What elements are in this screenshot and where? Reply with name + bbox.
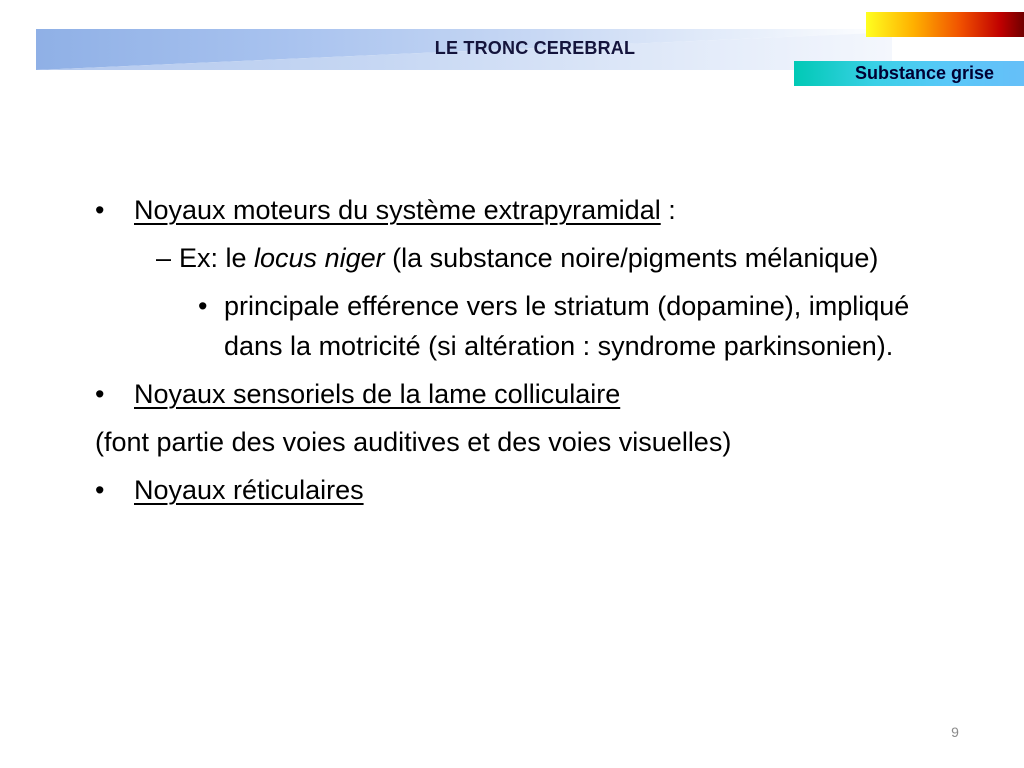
note-text xyxy=(95,422,975,462)
sub-item-italic: locus niger xyxy=(254,243,385,273)
subsub-item-efference xyxy=(95,286,975,366)
bullet-item-motor-nuclei xyxy=(95,190,975,230)
bullet-marker: • xyxy=(95,475,105,505)
note-text-content: (font partie des voies auditives et des voies visuelles) xyxy=(95,427,732,457)
sub-item-locus-niger xyxy=(95,238,975,278)
bullet-text: Noyaux réticulaires xyxy=(134,475,364,505)
bullet-marker: • xyxy=(198,291,208,321)
corner-gradient-bar xyxy=(866,12,1024,37)
sub-item-rest: (la substance noire/pigments mélanique) xyxy=(384,243,879,273)
slide-content xyxy=(95,190,975,518)
bullet-marker: • xyxy=(95,379,105,409)
dash-marker: – xyxy=(156,243,172,273)
subsub-item-text: principale efférence vers le striatum (dopamine), impliqué dans la motricité (si altération : syndrome parkinsonien). xyxy=(224,291,910,361)
bullet-item-reticular-nuclei xyxy=(95,470,975,510)
bullet-text: Noyaux sensoriels de la lame colliculaire xyxy=(134,379,621,409)
bullet-text: Noyaux moteurs du système extrapyramidal xyxy=(134,195,661,225)
bullet-suffix: : xyxy=(660,195,676,225)
bullet-item-sensory-nuclei xyxy=(95,374,975,414)
slide-subtitle: Substance grise xyxy=(854,63,994,83)
page-number: 9 xyxy=(951,724,959,740)
sub-item-prefix: Ex: le xyxy=(179,243,255,273)
bullet-marker: • xyxy=(95,195,105,225)
slide-title: LE TRONC CEREBRAL xyxy=(434,38,636,58)
